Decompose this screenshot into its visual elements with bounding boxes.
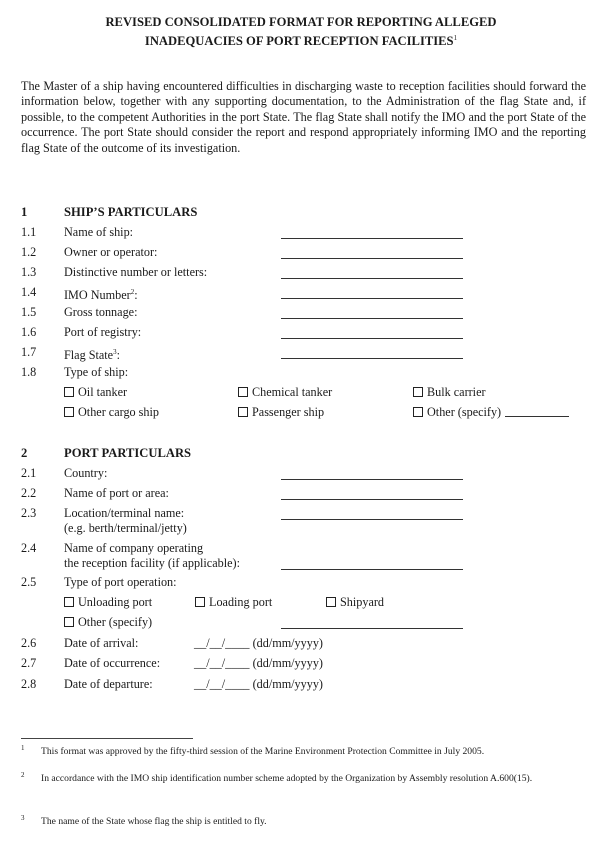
footnote-separator (21, 738, 193, 739)
checkbox-box[interactable] (413, 387, 423, 397)
field-label-location: Location/terminal name: (e.g. berth/terminal/jetty) (64, 506, 187, 535)
field-number: 2.1 (21, 466, 37, 480)
title-line-2: INADEQUACIES OF PORT RECEPTION FACILITIES$^1$ (144, 34, 458, 49)
footnote-ref-2: 2 (130, 288, 135, 296)
checkbox-box[interactable] (64, 387, 74, 397)
field-label-type-of-ship: Type of ship: (64, 365, 129, 379)
field-number: 2.2 (21, 486, 37, 500)
field-label-gross-tonnage: Gross tonnage: (64, 305, 138, 319)
checkbox-box[interactable] (238, 407, 248, 417)
field-label-flag-state: Flag State$^3$: (64, 348, 120, 363)
footnote-ref-3: 3 (113, 348, 117, 356)
checkbox-unloading-port[interactable]: Unloading port (64, 595, 152, 610)
field-label-date-of-occurrence: Date of occurrence: (64, 656, 161, 670)
port-name-field[interactable] (281, 499, 463, 500)
field-number: 1.7 (21, 345, 37, 359)
document-title (0, 14, 602, 49)
footnote-2: In accordance with the IMO ship identification number scheme adopted by the Organization by Assembly resolution A.600(15). (41, 773, 533, 784)
field-number: 1.8 (21, 365, 37, 379)
field-number: 1.5 (21, 305, 37, 319)
field-number: 2.6 (21, 636, 37, 650)
field-number: 1.6 (21, 325, 37, 339)
port-of-registry-field[interactable] (281, 338, 463, 339)
checkbox-oil-tanker[interactable]: Oil tanker (64, 385, 127, 400)
checkbox-box[interactable] (195, 597, 205, 607)
field-label-port-operation: Type of port operation: (64, 575, 177, 589)
field-number: 2.3 (21, 506, 37, 520)
field-label-company: Name of company operating the reception facility (if applicable): (64, 541, 240, 570)
flag-state-field[interactable] (281, 358, 463, 359)
footnote-1: This format was approved by the fifty-third session of the Marine Environment Protection Committee in July 2005. (41, 746, 485, 757)
field-label-country: Country: (64, 466, 108, 480)
checkbox-chemical-tanker[interactable]: Chemical tanker (238, 385, 332, 400)
footnote-mark: 1 (21, 744, 25, 752)
imo-number-field[interactable] (281, 298, 463, 299)
gross-tonnage-field[interactable] (281, 318, 463, 319)
checkbox-box[interactable] (413, 407, 423, 417)
field-number: 1.2 (21, 245, 37, 259)
other-operation-field[interactable] (281, 628, 463, 629)
field-number: 1.4 (21, 285, 37, 299)
field-number: 1.1 (21, 225, 37, 239)
checkbox-shipyard[interactable]: Shipyard (326, 595, 384, 610)
title-line-1: REVISED CONSOLIDATED FORMAT FOR REPORTING ALLEGED (105, 15, 497, 29)
checkbox-passenger-ship[interactable]: Passenger ship (238, 405, 324, 420)
footnote-ref-1: 1 (453, 34, 458, 42)
field-label-date-of-departure: Date of departure: (64, 677, 153, 691)
field-number: 1.3 (21, 265, 37, 279)
intro-paragraph: The Master of a ship having encountered difficulties in discharging waste to reception facilities should forward the information below, together with any supporting documentation, to the Administration of the flag State and, if possible, to the competent Authorities in the port State. The flag State shall notify the IMO and the port State of the occurrence. The port State should consider the report and respond appropriately informing IMO and the reporting flag State of the outcome of its investigation. (21, 79, 586, 155)
section-2-title: PORT PARTICULARS (64, 446, 192, 460)
field-label-name-of-ship: Name of ship: (64, 225, 134, 239)
checkbox-other-specify[interactable]: Other (specify) (413, 405, 569, 420)
footnote-mark: 2 (21, 771, 25, 779)
name-of-ship-field[interactable] (281, 238, 463, 239)
field-label-date-of-arrival: Date of arrival: (64, 636, 139, 650)
date-of-occurrence-field[interactable]: __/__/____ (dd/mm/yyyy) (194, 656, 323, 670)
field-number: 2.5 (21, 575, 37, 589)
location-field[interactable] (281, 519, 463, 520)
date-of-departure-field[interactable]: __/__/____ (dd/mm/yyyy) (194, 677, 323, 691)
checkbox-box[interactable] (64, 407, 74, 417)
field-label-owner: Owner or operator: (64, 245, 158, 259)
section-1-number: 1 (21, 205, 28, 219)
country-field[interactable] (281, 479, 463, 480)
checkbox-other-cargo-ship[interactable]: Other cargo ship (64, 405, 159, 420)
section-2-number: 2 (21, 446, 28, 460)
date-of-arrival-field[interactable]: __/__/____ (dd/mm/yyyy) (194, 636, 323, 650)
field-number: 2.4 (21, 541, 37, 555)
checkbox-box[interactable] (326, 597, 336, 607)
field-label-distinctive-number: Distinctive number or letters: (64, 265, 208, 279)
other-ship-type-field[interactable] (505, 416, 569, 417)
checkbox-box[interactable] (64, 597, 74, 607)
footnote-mark: 3 (21, 814, 25, 822)
checkbox-bulk-carrier[interactable]: Bulk carrier (413, 385, 486, 400)
field-label-imo-number: IMO Number$^2$: (64, 288, 138, 303)
field-number: 2.8 (21, 677, 37, 691)
owner-field[interactable] (281, 258, 463, 259)
checkbox-box[interactable] (238, 387, 248, 397)
checkbox-loading-port[interactable]: Loading port (195, 595, 272, 610)
field-label-port-name: Name of port or area: (64, 486, 169, 500)
field-label-port-of-registry: Port of registry: (64, 325, 142, 339)
field-number: 2.7 (21, 656, 37, 670)
checkbox-box[interactable] (64, 617, 74, 627)
section-1-title: SHIP’S PARTICULARS (64, 205, 198, 219)
company-field[interactable] (281, 569, 463, 570)
checkbox-other-operation[interactable]: Other (specify) (64, 615, 152, 630)
distinctive-number-field[interactable] (281, 278, 463, 279)
footnote-3: The name of the State whose flag the ship is entitled to fly. (41, 816, 267, 827)
